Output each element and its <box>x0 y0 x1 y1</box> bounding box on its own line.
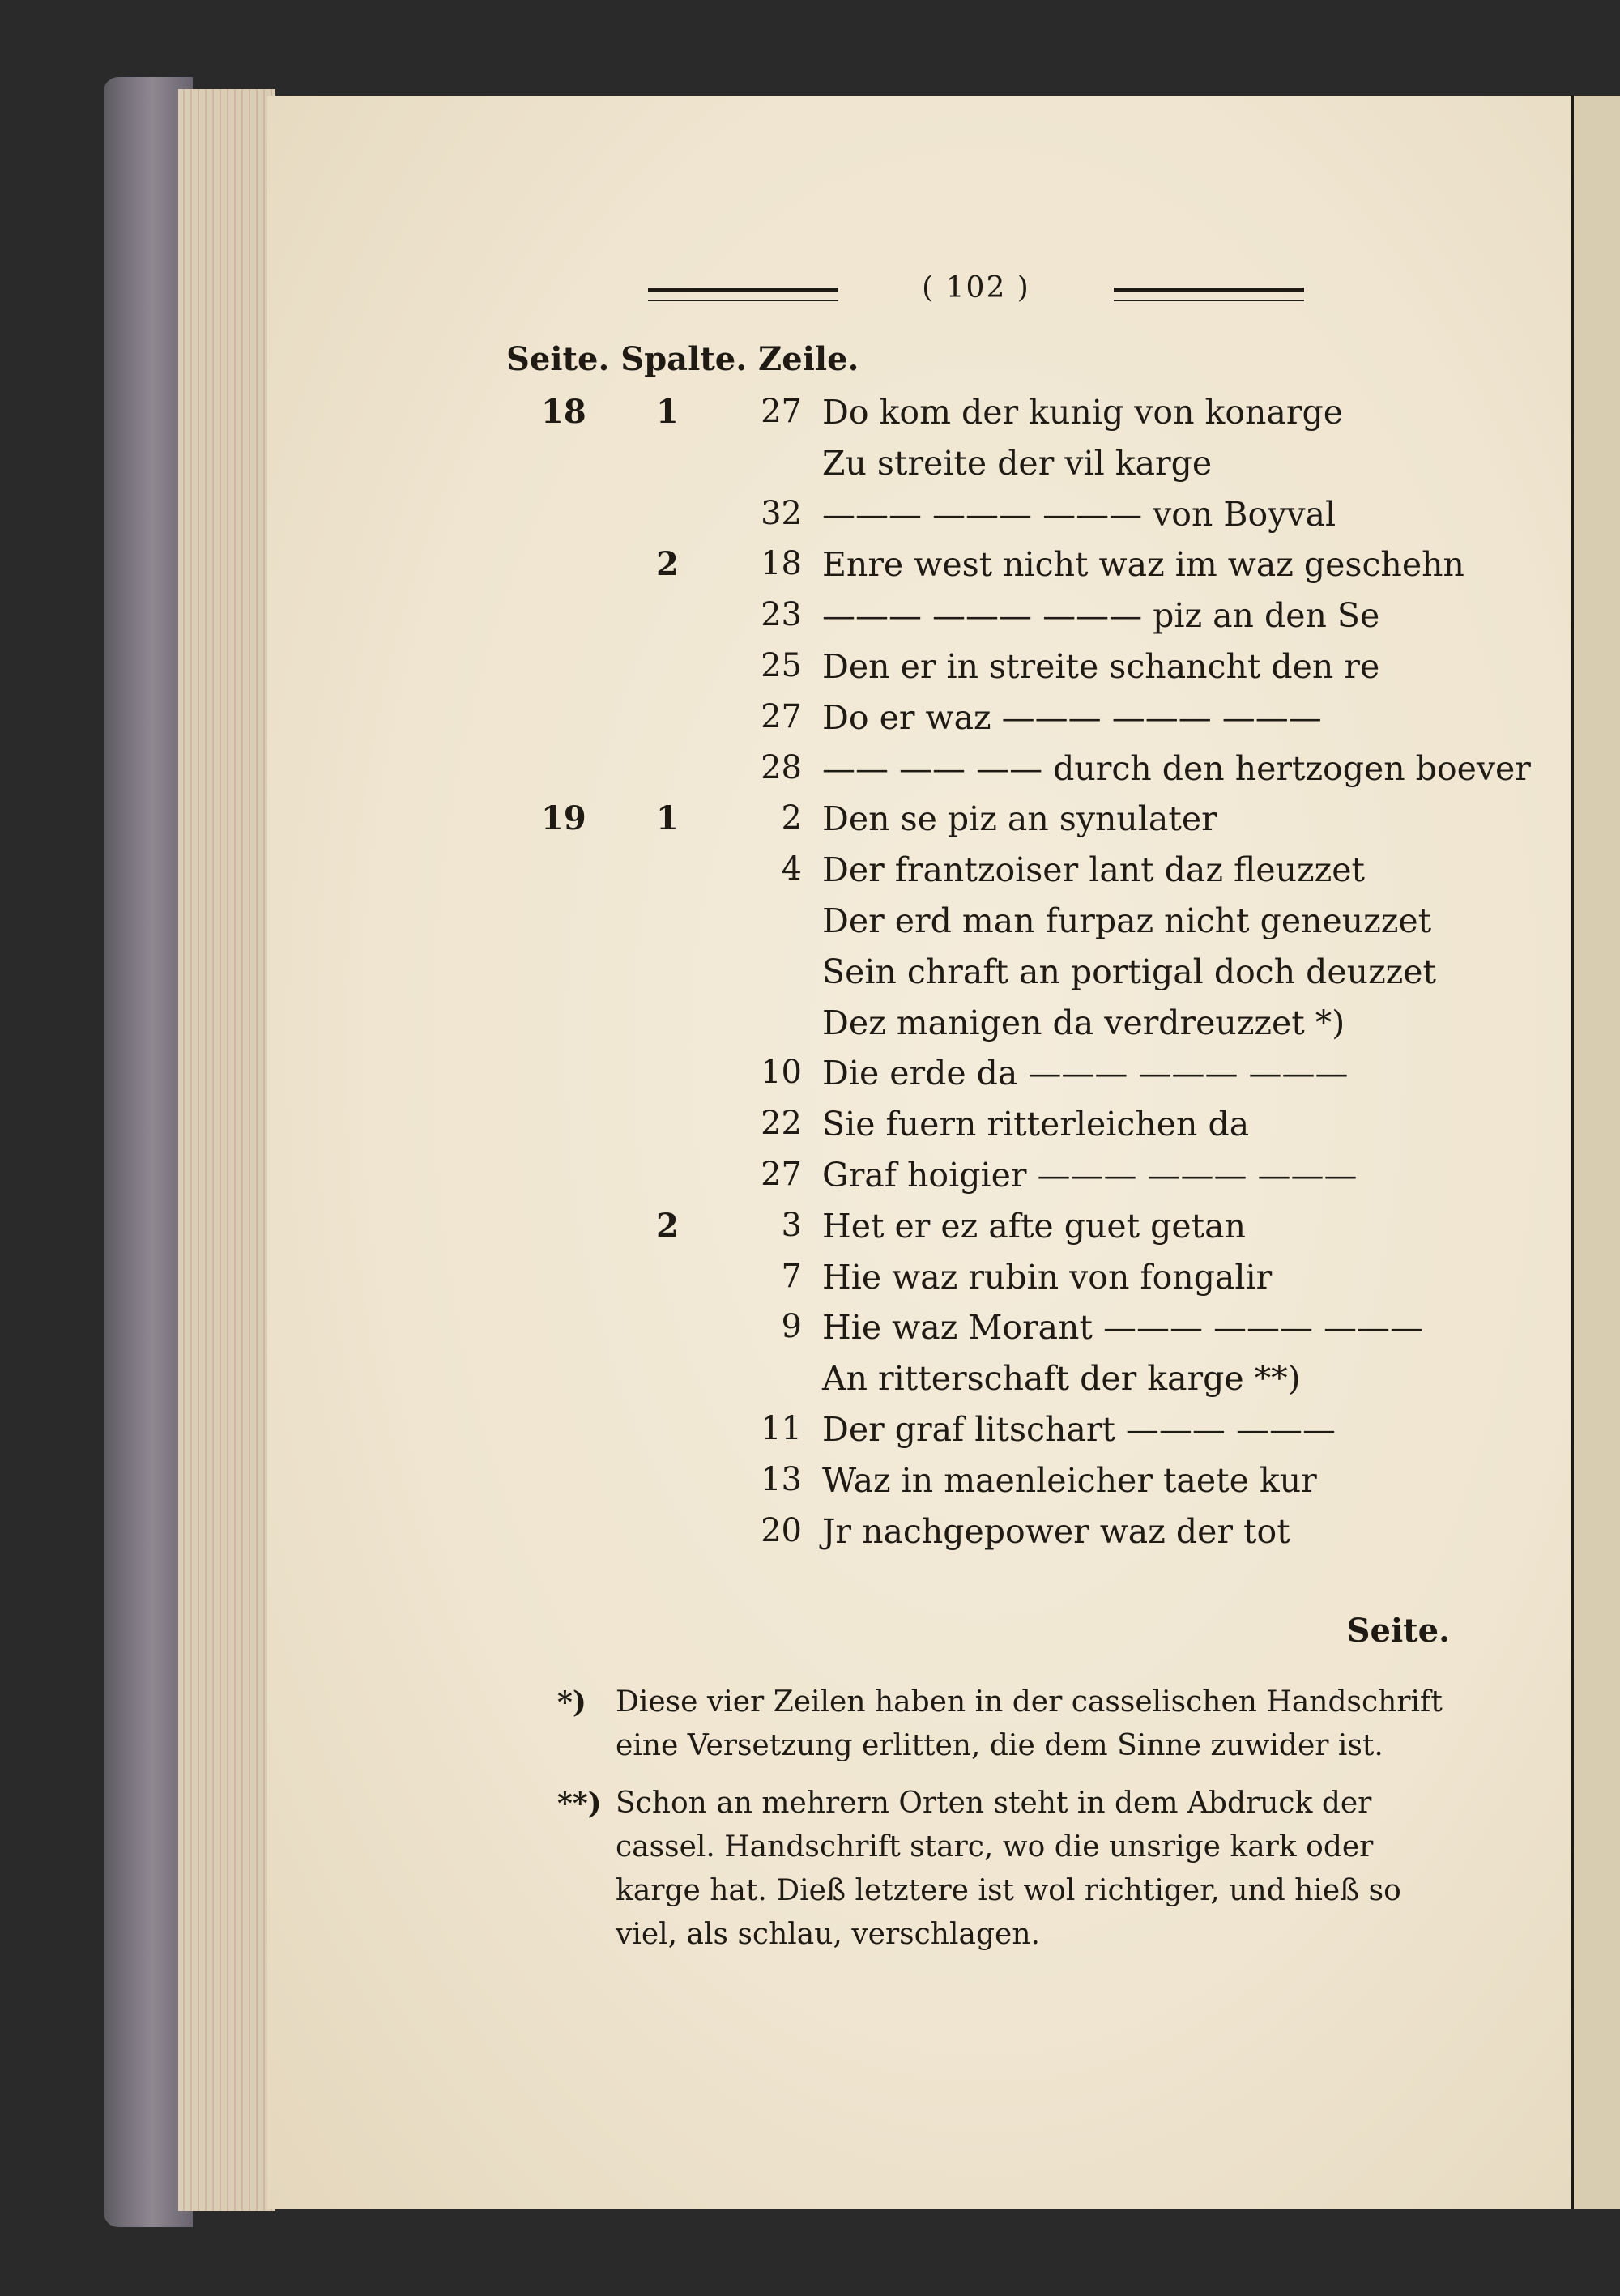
spalte-number: 2 <box>656 1206 679 1245</box>
verse-text: Hie waz Morant ——— ——— ——— <box>822 1308 1424 1348</box>
verse-text: Sein chraft an portigal doch deuzzet <box>822 952 1437 991</box>
footnote-text: Schon an mehrern Orten steht in dem Abdruck der cassel. Handschrift starc, wo die unsrige kark oder karge hat. Dieß letztere ist wol richtiger, und hieß so viel, als schlau, verschlagen. <box>616 1787 1401 1951</box>
spalte-number: 1 <box>656 799 679 838</box>
verse-text: Der frantzoiser lant daz fleuzzet <box>822 850 1365 890</box>
verse-text: ——— ——— ——— von Boyval <box>822 494 1336 534</box>
catchword: Seite. <box>1346 1612 1450 1650</box>
verse-text: Den se piz an synulater <box>822 799 1217 839</box>
zeile-number: 28 <box>761 748 802 786</box>
zeile-number: 25 <box>761 647 802 684</box>
footnote-mark: *) <box>557 1685 586 1719</box>
page-stack-edge <box>178 89 275 2211</box>
footnote-2 <box>557 1782 1458 1957</box>
verse-text: ——— ——— ——— piz an den Se <box>822 596 1380 636</box>
verse-text: Do er waz ——— ——— ——— <box>822 697 1322 737</box>
zeile-number: 10 <box>761 1054 802 1092</box>
zeile-number: 20 <box>761 1511 802 1549</box>
zeile-number: 4 <box>781 850 802 888</box>
header-rule-right <box>1114 288 1304 301</box>
verse-text: Zu streite der vil karge <box>822 443 1213 483</box>
verse-text: Jr nachgepower waz der tot <box>822 1511 1290 1551</box>
zeile-number: 2 <box>781 799 802 837</box>
zeile-number: 27 <box>761 1156 802 1193</box>
spalte-number: 1 <box>656 393 679 431</box>
footnote-text: Diese vier Zeilen haben in der casselischen Handschrift eine Versetzung erlitten, die dem Sinne zuwider ist. <box>616 1685 1443 1762</box>
verse-text: Sie fuern ritterleichen da <box>822 1105 1250 1144</box>
verse-text: Der graf litschart ——— ——— <box>822 1410 1336 1449</box>
verse-text: Het er ez afte guet getan <box>822 1206 1246 1246</box>
zeile-number: 11 <box>761 1410 802 1447</box>
seite-number: 18 <box>541 393 586 431</box>
zeile-number: 7 <box>781 1257 802 1295</box>
zeile-number: 32 <box>761 494 802 532</box>
verse-text: —— —— —— durch den hertzogen boever <box>822 748 1531 788</box>
spalte-number: 2 <box>656 545 679 584</box>
zeile-number: 3 <box>781 1206 802 1244</box>
verse-text: Graf hoigier ——— ——— ——— <box>822 1156 1358 1195</box>
zeile-number: 18 <box>761 545 802 583</box>
verse-text: Der erd man furpaz nicht geneuzzet <box>822 901 1432 940</box>
seite-number: 19 <box>541 799 586 838</box>
verse-text: Dez manigen da verdreuzzet *) <box>822 1003 1345 1042</box>
zeile-number: 27 <box>761 393 802 430</box>
page-number: ( 102 ) <box>922 271 1030 305</box>
verse-text: Waz in maenleicher taete kur <box>822 1460 1317 1500</box>
zeile-number: 13 <box>761 1460 802 1498</box>
facing-page-edge <box>1571 96 1620 2209</box>
footnote-1 <box>557 1680 1458 1768</box>
verse-text: Do kom der kunig von konarge <box>822 393 1343 432</box>
verse-text: An ritterschaft der karge **) <box>822 1359 1301 1399</box>
zeile-number: 27 <box>761 697 802 735</box>
zeile-number: 23 <box>761 596 802 634</box>
verse-text: Enre west nicht waz im waz geschehn <box>822 545 1464 585</box>
footnote-mark: **) <box>557 1787 602 1821</box>
page-header <box>648 271 1304 312</box>
verse-text: Die erde da ——— ——— ——— <box>822 1054 1349 1093</box>
zeile-number: 22 <box>761 1105 802 1143</box>
verse-text: Hie waz rubin von fongalir <box>822 1257 1273 1297</box>
zeile-number: 9 <box>781 1308 802 1346</box>
verse-text: Den er in streite schancht den re <box>822 647 1380 686</box>
column-header: Seite. Spalte. Zeile. <box>506 340 859 378</box>
